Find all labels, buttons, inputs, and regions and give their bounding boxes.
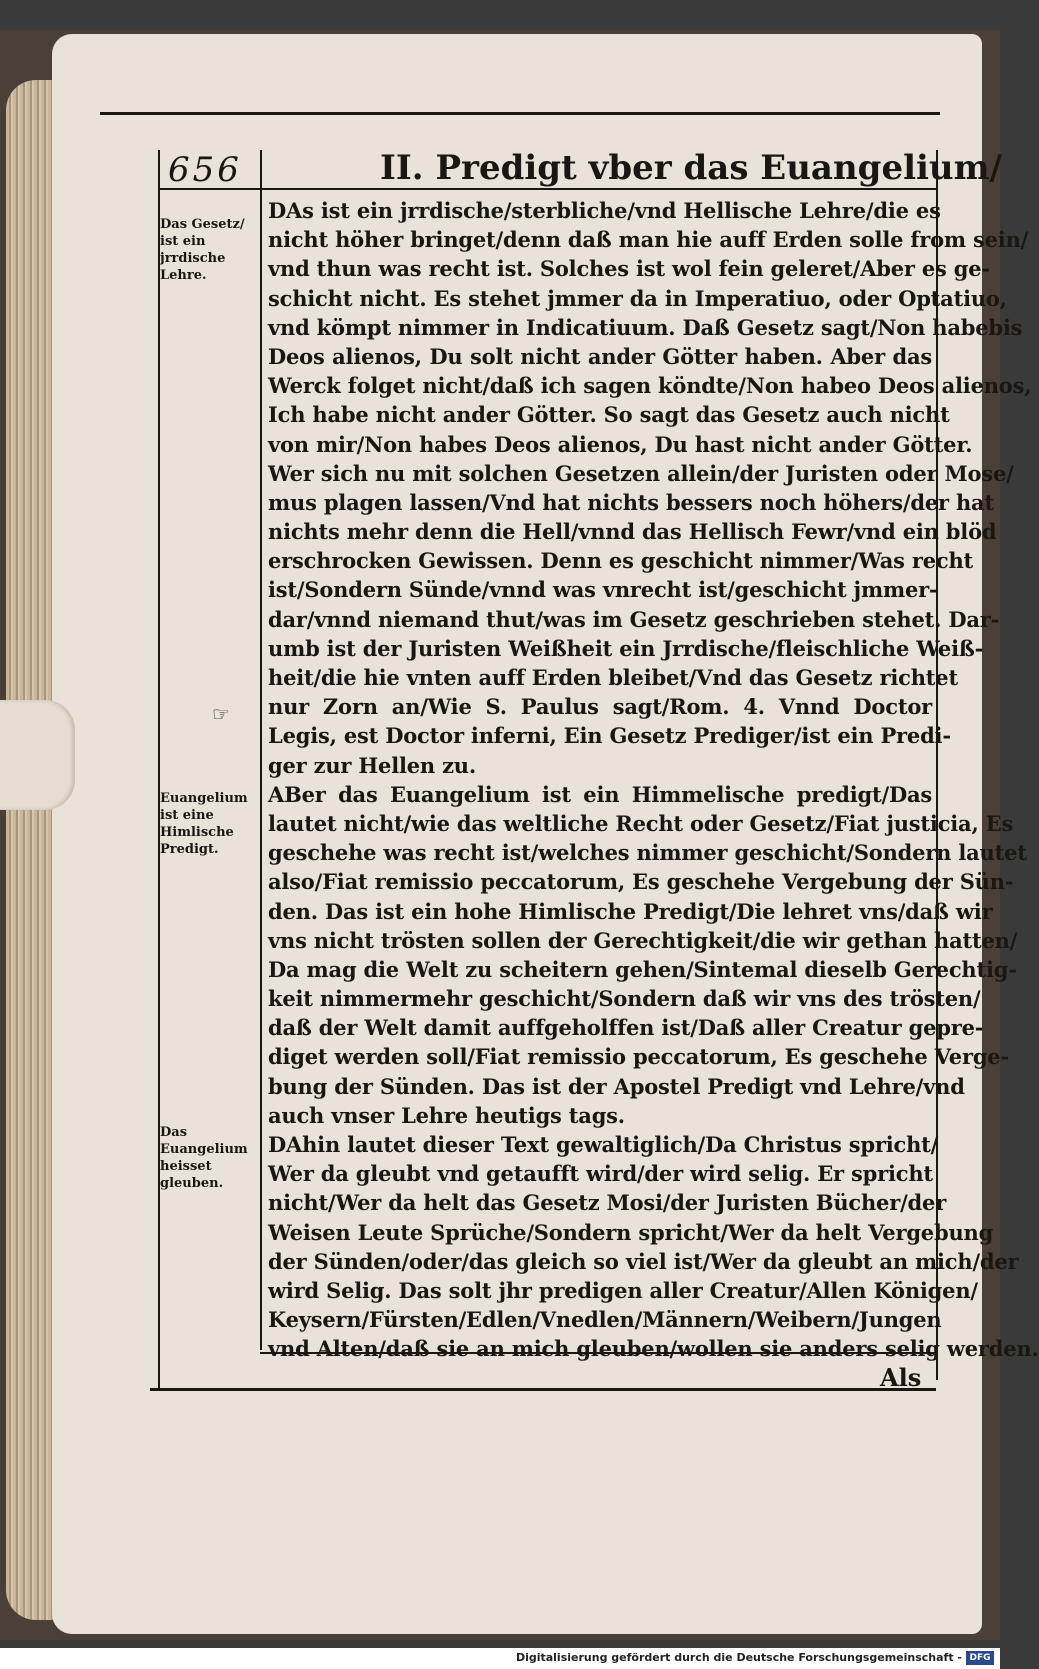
margin-note-gesetz: Das Gesetz/ ist ein jrrdische Lehre. xyxy=(160,217,245,283)
dfg-logo: DFG xyxy=(966,1651,994,1665)
text-line: schicht nicht. Es stehet jmmer da in Imperatiuo, oder Optatiuo, xyxy=(268,285,1007,311)
text-line: geschehe was recht ist/welches nimmer geschicht/Sondern lautet xyxy=(268,840,1027,866)
text-line: DAhin lautet dieser Text gewaltiglich/Da Christus spricht/ xyxy=(268,1132,939,1157)
text-line: Da mag die Welt zu scheitern gehen/Sintemal dieselb Gerechtig- xyxy=(268,956,1017,982)
head-rule xyxy=(158,188,936,190)
text-line: lautet nicht/wie das weltliche Recht oder Gesetz/Fiat justicia, Es xyxy=(268,810,1014,836)
text-line: diget werden soll/Fiat remissio peccatorum, Es geschehe Verge- xyxy=(268,1044,1009,1070)
bookmark-tab xyxy=(0,700,75,810)
text-line: erschrocken Gewissen. Denn es geschicht nimmer/Was recht xyxy=(268,548,974,574)
text-line: auch vnser Lehre heutigs tags. xyxy=(268,1102,625,1128)
text-line: von mir/Non habes Deos alienos, Du hast nicht ander Götter. xyxy=(268,431,973,457)
body-text xyxy=(268,196,1039,1364)
text-line: ABer das Euangelium ist ein Himmelische predigt/Das xyxy=(268,781,932,807)
margin-column-rule xyxy=(260,150,262,1350)
margin-note-gleuben: Das Euangelium heisset gleuben. xyxy=(160,1125,248,1191)
text-line: ist/Sondern Sünde/vnnd was vnrecht ist/geschicht jmmer- xyxy=(268,577,938,603)
text-line: nichts mehr denn die Hell/vnnd das Hellisch Fewr/vnd ein blöd xyxy=(268,519,997,545)
margin-outer-rule xyxy=(158,150,160,1390)
text-line: wird Selig. Das solt jhr predigen aller Creatur/Allen Königen/ xyxy=(268,1277,978,1303)
text-line: ger zur Hellen zu. xyxy=(268,752,476,778)
margin-note-euangelium: Euangelium ist eine Himlische Predigt. xyxy=(160,791,248,857)
text-line: heit/die hie vnten auff Erden bleibet/Vnd das Gesetz richtet xyxy=(268,665,958,690)
text-line: vns nicht trösten sollen der Gerechtigkeit/die wir gethan hatten/ xyxy=(268,927,1018,953)
text-line: nur Zorn an/Wie S. Paulus sagt/Rom. 4. Vnnd Doctor xyxy=(268,694,932,720)
bottom-rule xyxy=(150,1388,936,1391)
footer-bar xyxy=(0,1648,1000,1669)
text-line: Werck folget nicht/daß ich sagen köndte/Non habeo Deos alienos, xyxy=(268,373,1032,399)
text-line: DAs ist ein jrrdische/sterbliche/vnd Hellische Lehre/die es xyxy=(268,198,941,223)
text-line: Wer da gleubt vnd getaufft wird/der wird selig. Er spricht xyxy=(268,1161,933,1187)
text-line: Keysern/Fürsten/Edlen/Vnedlen/Männern/Weibern/Jungen xyxy=(268,1307,942,1333)
text-line: nicht höher bringet/denn daß man hie auff Erden solle from sein/ xyxy=(268,227,1029,253)
footer-credit: Digitalisierung gefördert durch die Deutsche Forschungsgemeinschaft - xyxy=(515,1651,962,1664)
text-line: umb ist der Juristen Weißheit ein Jrrdische/fleischliche Weiß- xyxy=(268,635,984,661)
text-line: also/Fiat remissio peccatorum, Es geschehe Vergebung der Sün- xyxy=(268,869,1014,895)
text-line: Wer sich nu mit solchen Gesetzen allein/der Juristen oder Mose/ xyxy=(268,460,1014,486)
text-line: vnd thun was recht ist. Solches ist wol fein geleret/Aber es ge- xyxy=(268,256,990,282)
text-line: mus plagen lassen/Vnd hat nichts bessers noch höhers/der hat xyxy=(268,489,994,515)
page-edges xyxy=(6,80,58,1620)
text-line: bung der Sünden. Das ist der Apostel Predigt vnd Lehre/vnd xyxy=(268,1073,965,1099)
text-line: dar/vnnd niemand thut/was im Gesetz geschrieben stehet. Dar- xyxy=(268,606,1000,632)
text-line: nicht/Wer da helt das Gesetz Mosi/der Juristen Bücher/der xyxy=(268,1190,947,1216)
text-line: vnd Alten/daß sie an mich gleuben/wollen sie anders selig werden. xyxy=(268,1336,1039,1362)
text-line: Weisen Leute Sprüche/Sondern spricht/Wer da helt Vergebung xyxy=(268,1219,994,1245)
text-line: keit nimmermehr geschicht/Sondern daß wir vns des trösten/ xyxy=(268,986,981,1012)
text-line: Deos alienos, Du solt nicht ander Götter haben. Aber das xyxy=(268,343,932,369)
catchword: Als xyxy=(880,1363,922,1392)
text-line: daß der Welt damit auffgeholffen ist/Daß aller Creatur gepre- xyxy=(268,1015,984,1041)
pointing-hand-icon: ☞ xyxy=(212,702,230,726)
text-line: den. Das ist ein hohe Himlische Predigt/Die lehret vns/daß wir xyxy=(268,898,993,924)
text-line: Ich habe nicht ander Götter. So sagt das Gesetz auch nicht xyxy=(268,402,950,428)
page-number: 656 xyxy=(168,150,242,190)
text-line: der Sünden/oder/das gleich so viel ist/Wer da gleubt an mich/der xyxy=(268,1248,1019,1274)
running-head: II. Predigt vber das Euangelium/ xyxy=(380,148,1003,188)
text-line: vnd kömpt nimmer in Indicatiuum. Daß Gesetz sagt/Non habebis xyxy=(268,314,1023,340)
text-line: Legis, est Doctor inferni, Ein Gesetz Prediger/ist ein Predi- xyxy=(268,723,951,749)
